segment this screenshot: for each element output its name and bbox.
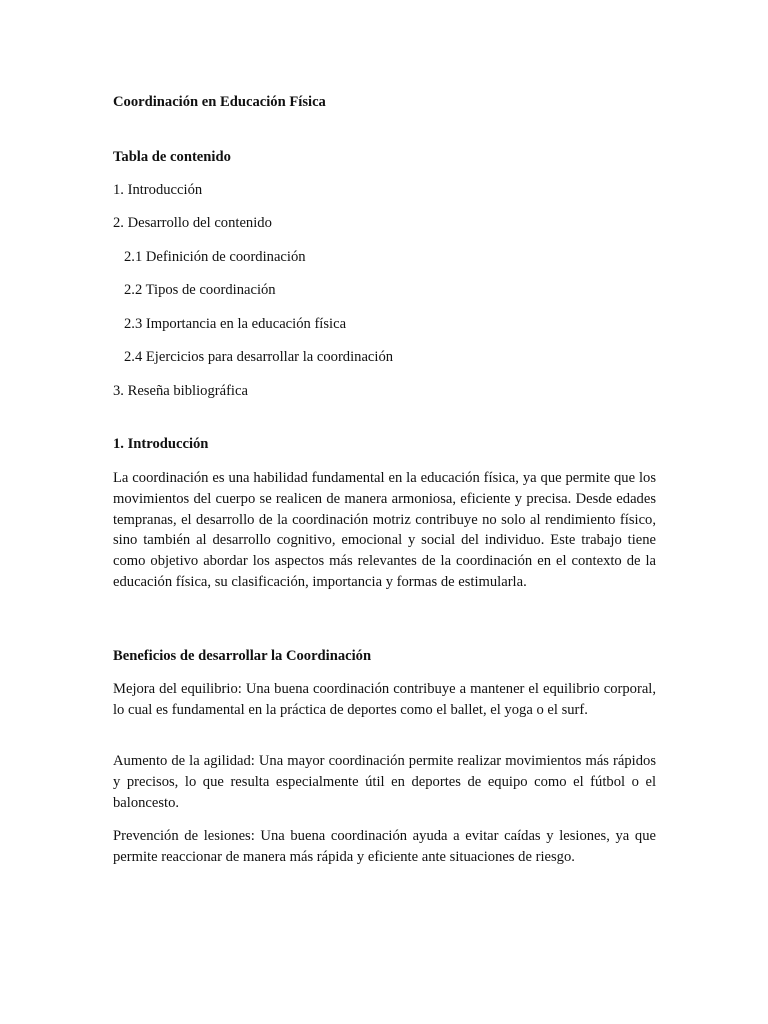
benefit-equilibrio: Mejora del equilibrio: Una buena coordinación contribuye a mantener el equilibrio corporal, lo cual es fundamental en la práctica de deportes como el ballet, el yoga o el surf. xyxy=(113,681,656,718)
toc-item-ejercicios: 2.4 Ejercicios para desarrollar la coordinación xyxy=(124,349,394,365)
toc-item-bibliografia: 3. Reseña bibliográfica xyxy=(113,383,248,399)
benefits-heading: Beneficios de desarrollar la Coordinación xyxy=(113,648,372,664)
benefit-agilidad: Aumento de la agilidad: Una mayor coordinación permite realizar movimientos más rápidos y precisos, lo que resulta especialmente útil en deportes de equipo como el fútbol o el baloncesto. xyxy=(113,753,656,811)
benefit-lesiones: Prevención de lesiones: Una buena coordinación ayuda a evitar caídas y lesiones, ya que permite reaccionar de manera más rápida y eficiente ante situaciones de riesgo. xyxy=(113,828,656,865)
introduction-paragraph: La coordinación es una habilidad fundamental en la educación física, ya que permite que los movimientos del cuerpo se realicen de manera armoniosa, eficiente y precisa. Desde edades tempranas, el desarrollo de la coordinación motriz contribuye no solo al rendimiento físico, sino también al desarrollo cognitivo, emocional y social del individuo. Este trabajo tiene como objetivo abordar los aspectos más relevantes de la coordinación en el contexto de la educación física, su clasificación, importancia y formas de estimularla. xyxy=(113,470,656,590)
toc-heading: Tabla de contenido xyxy=(113,149,231,165)
introduction-heading: 1. Introducción xyxy=(113,436,209,452)
toc-item-definicion: 2.1 Definición de coordinación xyxy=(124,249,306,265)
document-title: Coordinación en Educación Física xyxy=(113,94,326,110)
document-page xyxy=(113,0,656,1024)
toc-item-tipos: 2.2 Tipos de coordinación xyxy=(124,282,276,298)
toc-item-importancia: 2.3 Importancia en la educación física xyxy=(124,316,347,332)
toc-item-desarrollo: 2. Desarrollo del contenido xyxy=(113,215,272,231)
toc-item-introduccion: 1. Introducción xyxy=(113,182,203,198)
